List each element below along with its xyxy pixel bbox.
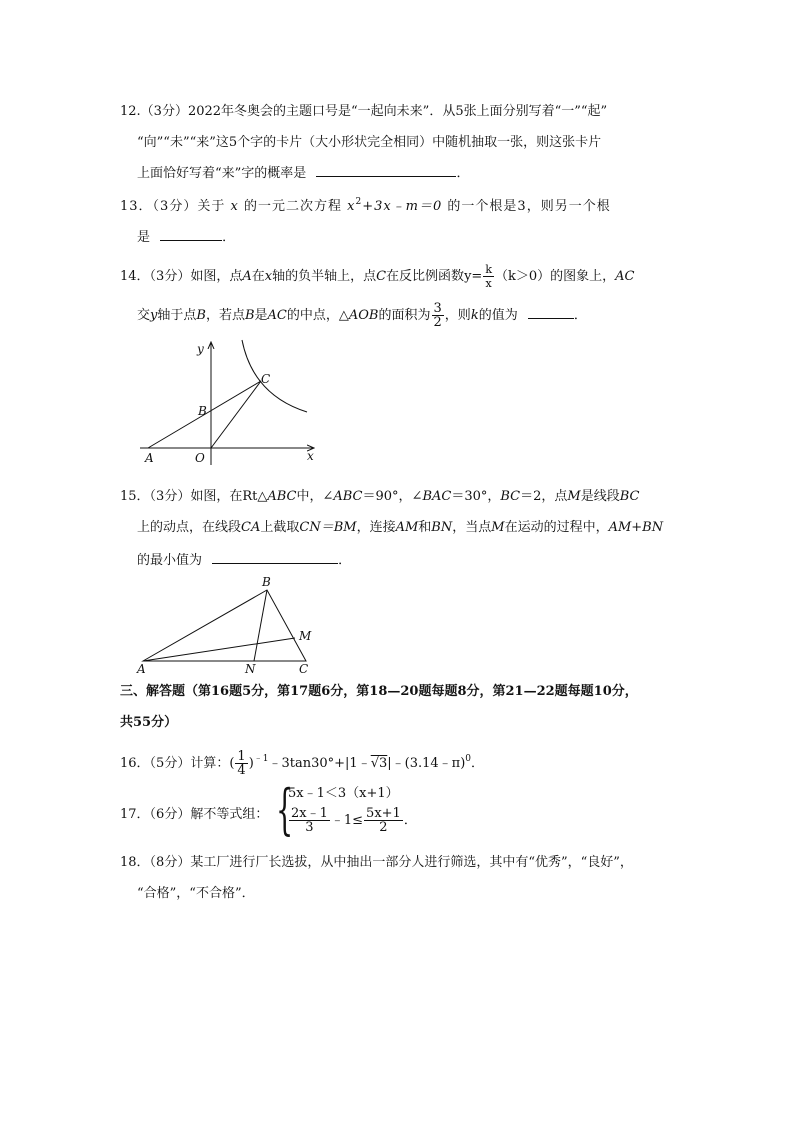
q13-eq-exp: 2 [355, 197, 363, 207]
q15-label-a: A [137, 662, 146, 676]
q15-line2 [137, 519, 663, 537]
q17-period: ． [403, 813, 417, 828]
q15-label-c: C [299, 662, 309, 676]
section3-heading-line2: 共55分） [120, 715, 178, 730]
q15-t4: ＝30°， [451, 489, 501, 504]
q16-exp1: ﹣1 [253, 754, 269, 764]
q15-t2: 中，∠ [296, 489, 334, 504]
q14-y: y [150, 308, 158, 323]
q14-t9: 是 [254, 308, 268, 323]
q14-hyperbola [242, 340, 307, 412]
q18-line2: “合格”，“不合格”． [137, 886, 255, 901]
q13-line1 [120, 198, 611, 217]
q15-t7: 上的动点，在线段 [137, 520, 242, 535]
q14-t13: 的值为 [478, 308, 518, 323]
q12-text: 上面恰好写着“来”字的概率是 [137, 166, 307, 181]
q15-answer-blank[interactable] [212, 551, 338, 564]
q14-answer-blank[interactable] [528, 306, 574, 319]
q17-frac1: $\frac{2x﹣1}{3}$ [291, 806, 328, 835]
q15-bac: BAC [422, 489, 452, 504]
q14-fn-y: y= [464, 269, 483, 284]
q13-line2 [137, 228, 235, 247]
q15-period: ． [338, 553, 352, 568]
q14-fn-cond: （k＞0） [494, 269, 551, 284]
q12-line1: 12.（3分）2022年冬奥会的主题口号是“一起向未来”．从5张上面分别写着“一”“起” [120, 104, 608, 119]
q15-am: AM [395, 520, 419, 535]
section3-heading-line1: 三、解答题（第16题5分，第17题6分，第18—20题每题8分，第21—22题每题10分， [120, 684, 638, 699]
q16-sqrt: √3 [370, 756, 388, 771]
q16-line: 16．（5分）计算：( $\frac{1}{4}$ )$^{﹣1}$﹣3tan30°+|1﹣√3|﹣(3.14﹣π)$^0$． [120, 749, 485, 778]
q16-exp2: 0 [465, 754, 472, 764]
q14-x: x [264, 269, 273, 284]
q13-eq-a: x [347, 199, 356, 214]
q15-t12: 在运动的过程中， [504, 520, 609, 535]
q15-t11: ，当点 [452, 520, 492, 535]
q14-point-a: A [242, 269, 252, 284]
q15-t8: 上截取 [260, 520, 300, 535]
q14-t1: 14．（3分）如图，点 [120, 269, 243, 284]
q15-m: M [567, 489, 581, 504]
q17-mid: ﹣1≤ [330, 813, 364, 828]
q14-label-o: O [195, 451, 205, 465]
q15-t10: 和 [418, 520, 432, 535]
q14-t6: 交 [137, 308, 151, 323]
q14-point-b2: B [244, 308, 255, 323]
q15-t3: ＝90°，∠ [362, 489, 423, 504]
q14-line2 [137, 302, 587, 329]
q15-m2: M [491, 520, 505, 535]
q16-frac: $\frac{1}{4}$ [237, 749, 246, 778]
q13-suffix: 的一个根是3，则另一个根 [447, 199, 611, 214]
q17-ineq2 [288, 807, 417, 834]
q16-prefix: 16．（5分）计算： [120, 756, 230, 771]
q13-mid: 的一元二次方程 [243, 199, 342, 214]
q15-label-m: M [299, 629, 312, 643]
q14-t2: 在 [251, 269, 265, 284]
q14-t11: 的面积为 [378, 308, 431, 323]
q12-line3 [137, 164, 469, 183]
q15-cnbm: CN＝BM [299, 520, 357, 535]
q17-ineq1: 5x﹣1＜3（x+1） [288, 786, 399, 801]
q15-label-n: N [245, 662, 256, 676]
q14-point-b: B [196, 308, 206, 323]
q17-frac2: $\frac{5x+1}{2}$ [366, 806, 401, 835]
q14-t3: 轴的负半轴上，点 [272, 269, 377, 284]
q14-aob: AOB [348, 308, 379, 323]
q15-bc2: BC [619, 489, 640, 504]
q14-fn-frac: $\frac{k}{x}$ [485, 263, 492, 290]
q15-ca: CA [241, 520, 261, 535]
q16-period: ． [471, 756, 485, 771]
q14-label-b: B [198, 404, 207, 418]
q15-bc: BC [500, 489, 521, 504]
q14-k: k [470, 308, 479, 323]
q13-eq-b: +3x﹣m＝0 [362, 199, 443, 214]
q13-answer-blank[interactable] [160, 228, 222, 241]
q14-period: ． [573, 308, 587, 323]
q12-answer-blank[interactable] [316, 164, 456, 177]
q14-label-c: C [261, 372, 271, 386]
q14-label-y: y [197, 342, 204, 356]
q14-line1 [120, 263, 635, 290]
q15-segment-bn [254, 590, 267, 661]
q17-brace: { [276, 778, 294, 841]
q15-line3 [137, 551, 351, 570]
q12-line2: “向”“未”“来”这5个字的卡片（大小形状完全相同）中随机抽取一张，则这张卡片 [137, 135, 602, 150]
q14-t10: 的中点，△ [286, 308, 349, 323]
q14-t4: 在反比例函数 [386, 269, 465, 284]
q15-line1 [120, 488, 640, 506]
q15-figure [135, 572, 325, 680]
q14-ac: AC [615, 269, 635, 284]
q15-t6: 是线段 [580, 489, 620, 504]
q13-var-x: x [230, 199, 239, 214]
q15-t9: ，连接 [356, 520, 396, 535]
q14-t12: ，则 [444, 308, 471, 323]
q15-abc: ABC [267, 489, 297, 504]
q18-line1: 18．（8分）某工厂进行厂长选拔，从中抽出一部分人进行筛选，其中有“优秀”，“良好”， [120, 855, 633, 870]
q17-prefix: 17．（6分）解不等式组： [120, 807, 269, 822]
q15-t13: 的最小值为 [137, 553, 203, 568]
q16-rest2: |﹣(3.14﹣π) [387, 756, 466, 771]
q14-label-a: A [145, 451, 154, 465]
q14-label-x: x [307, 449, 314, 463]
q15-t5: ＝2，点 [520, 489, 568, 504]
q14-t5: 的图象上， [550, 269, 616, 284]
q13-period: ． [222, 230, 236, 245]
q13-prefix: 13．（3分）关于 [120, 199, 226, 214]
q15-abc2: ABC [333, 489, 363, 504]
q14-ac2: AC [267, 308, 287, 323]
q13-text: 是 [137, 230, 151, 245]
q14-area-frac: $\frac{3}{2}$ [433, 301, 442, 330]
q15-segment-am [143, 638, 295, 661]
q12-period: ． [456, 166, 470, 181]
q14-point-c: C [376, 269, 387, 284]
q14-figure [135, 335, 325, 470]
q14-segment-oc [211, 381, 261, 448]
q15-bn: BN [431, 520, 453, 535]
q14-t8: ，若点 [205, 308, 245, 323]
q15-label-b: B [262, 575, 271, 589]
q15-triangle [143, 590, 306, 661]
q14-t7: 轴于点 [157, 308, 197, 323]
q16-rest: ﹣3tan30°+|1﹣ [268, 756, 371, 771]
q15-ambn: AM+BN [608, 520, 664, 535]
q15-t1: 15．（3分）如图，在Rt△ [120, 489, 268, 504]
